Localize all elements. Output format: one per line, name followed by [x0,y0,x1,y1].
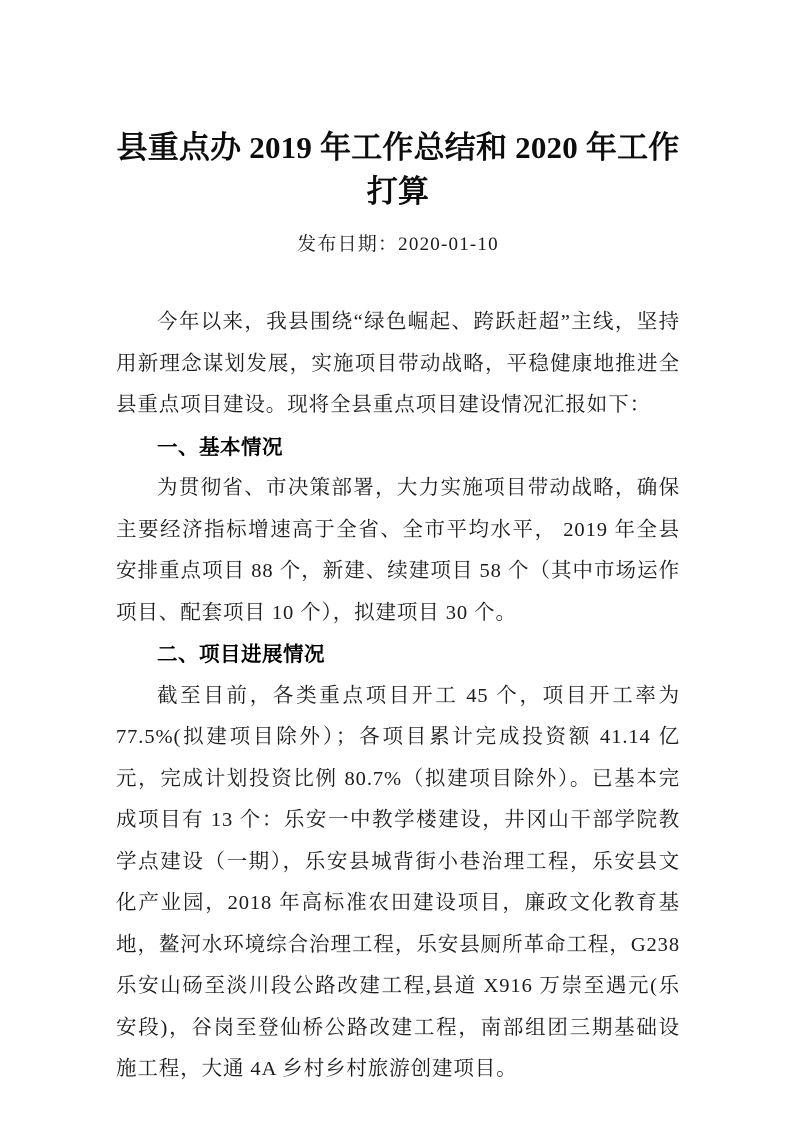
publish-date-line: 发布日期：2020-01-10 [297,234,499,255]
project-progress-paragraph: 截至目前，各类重点项目开工 45 个，项目开工率为 77.5%(拟建项目除外）；各项目累计完成投资额 41.14 亿元，完成计划投资比例 80.7%（拟建项目除外）。已基本完成项目有 13 个：乐安一中教学楼建设，井冈山干部学院教学点建设（一期），乐安县城背街小巷治理工程，乐安县文化产业园，2018 年高标准农田建设项目，廉政文化教育基地，鳌河水环境综合治理工程，乐安县厕所革命工程，G238 乐安山砀至淡川段公路改建工程,县道 X916 万崇至遇元(乐安段)，谷岗至登仙桥公路改建工程，南部组团三期基础设施工程，大通 4A 乡村乡村旅游创建项目。 [116,684,680,1080]
heading-basic-situation: 一、基本情况 [157,435,283,459]
intro-paragraph: 今年以来，我县围绕“绿色崛起、跨跃赶超”主线，坚持用新理念谋划发展，实施项目带动战略，平稳健康地推进全县重点项目建设。现将全县重点项目建设情况汇报如下： [116,311,680,416]
document-content [116,0,680,1091]
basic-situation-paragraph: 为贯彻省、市决策部署，大力实施项目带动战略，确保主要经济指标增速高于全省、全市平均水平， 2019 年全县安排重点项目 88 个，新建、续建项目 58 个（其中市场运作项目、配套项目 10 个），拟建项目 30 个。 [116,477,680,624]
heading-project-progress: 二、项目进展情况 [157,643,325,666]
page-title: 县重点办 2019 年工作总结和 2020 年工作打算 [116,130,680,209]
document-body [116,260,680,1091]
